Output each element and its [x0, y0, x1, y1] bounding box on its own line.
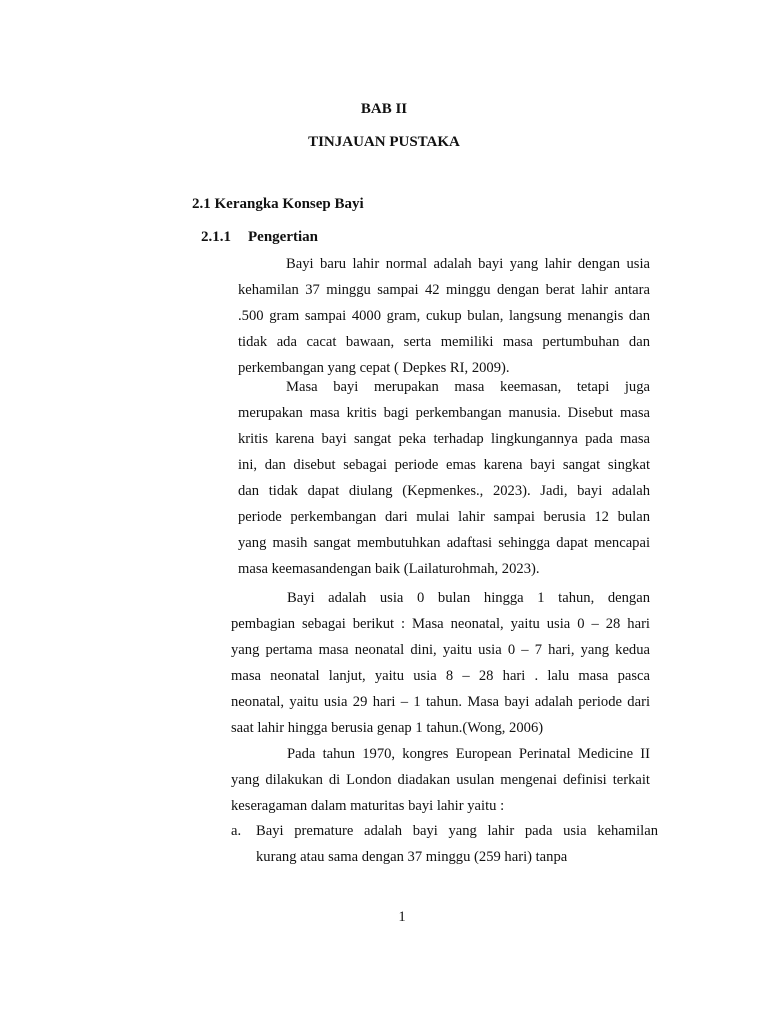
paragraph-line: keseragaman dalam maturitas bayi lahir yaitu :	[231, 798, 505, 814]
paragraph-line: tidak ada cacat bawaan, serta memiliki masa pertumbuhan dan	[238, 334, 650, 350]
chapter-number: BAB II	[360, 101, 408, 117]
paragraph-line: dan tidak dapat diulang (Kepmenkes., 2023). Jadi, bayi adalah	[238, 483, 650, 499]
subsection-number: 2.1.1	[201, 229, 231, 245]
paragraph	[238, 251, 650, 381]
paragraph-line: masa keemasandengan baik (Lailaturohmah, 2023).	[238, 561, 540, 577]
paragraph-line: Masa bayi merupakan masa keemasan, tetapi juga	[286, 379, 650, 395]
paragraph-line: pembagian sebagai berikut : Masa neonatal, yaitu usia 0 – 28 hari	[231, 616, 650, 632]
page-number: 1	[398, 909, 406, 925]
list-item-line: Bayi premature adalah bayi yang lahir pada usia kehamilan	[256, 823, 658, 839]
section-title: 2.1 Kerangka Konsep Bayi	[192, 196, 364, 212]
paragraph	[231, 741, 650, 819]
paragraph	[238, 374, 650, 582]
paragraph-line: ini, dan disebut sebagai periode emas karena bayi sangat singkat	[238, 457, 650, 473]
paragraph-line: saat lahir hingga berusia genap 1 tahun.(Wong, 2006)	[231, 720, 544, 736]
chapter-title: TINJAUAN PUSTAKA	[308, 134, 460, 150]
paragraph	[231, 585, 650, 741]
paragraph-line: Bayi adalah usia 0 bulan hingga 1 tahun, dengan	[287, 590, 650, 606]
paragraph-line: yang dilakukan di London diadakan usulan mengenai definisi terkait	[231, 772, 650, 788]
paragraph-line: Bayi baru lahir normal adalah bayi yang lahir dengan usia	[286, 256, 650, 272]
paragraph-line: neonatal, yaitu usia 29 hari – 1 tahun. Masa bayi adalah periode dari	[231, 694, 650, 710]
list-item	[256, 818, 658, 870]
paragraph-line: yang pertama masa neonatal dini, yaitu usia 0 – 7 hari, yang kedua	[231, 642, 650, 658]
subsection-title: Pengertian	[248, 229, 318, 245]
paragraph-line: yang masih sangat membutuhkan adaftasi sehingga dapat mencapai	[238, 535, 650, 551]
paragraph-line: perkembangan yang cepat ( Depkes RI, 2009).	[238, 360, 510, 376]
paragraph-line: merupakan masa kritis bagi perkembangan manusia. Disebut masa	[238, 405, 650, 421]
paragraph-line: periode perkembangan dari mulai lahir sampai berusia 12 bulan	[238, 509, 650, 525]
paragraph-line: .500 gram sampai 4000 gram, cukup bulan, langsung menangis dan	[238, 308, 650, 324]
paragraph-line: masa neonatal lanjut, yaitu usia 8 – 28 hari . lalu masa pasca	[231, 668, 650, 684]
paragraph-line: kritis karena bayi sangat peka terhadap lingkungannya pada masa	[238, 431, 650, 447]
paragraph-line: Pada tahun 1970, kongres European Perinatal Medicine II	[287, 746, 650, 762]
paragraph-line: kehamilan 37 minggu sampai 42 minggu dengan berat lahir antara	[238, 282, 650, 298]
list-marker: a.	[231, 823, 242, 839]
list-item-line: kurang atau sama dengan 37 minggu (259 hari) tanpa	[256, 849, 568, 865]
